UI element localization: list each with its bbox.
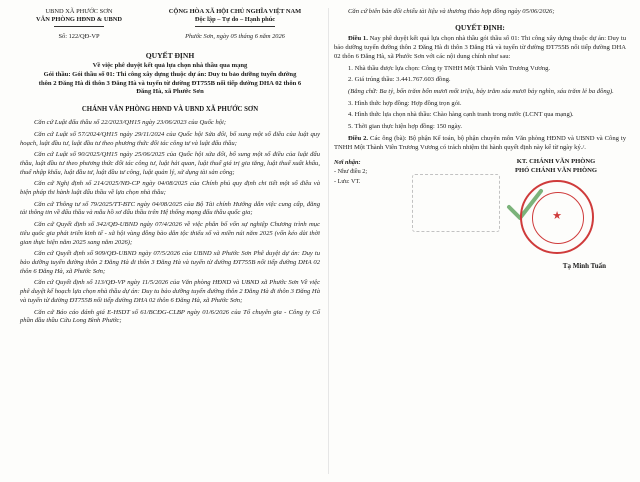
document-header: [20, 8, 320, 27]
basis-8: Căn cứ Quyết định số 113/QĐ-VP ngày 11/5/2026 của Văn phòng HĐND và UBND xã Phước Sơn Về việc phê duyệt kế hoạch lựa chọn nhà thầu dự án: Duy tu bảo dưỡng tuyến đường thôn 2 Đăng Hà đi thôn 3 Đăng Hà và tuyến từ đường ĐT755B nối tiếp đường DHA 02 thôn 6 Đăng Hà, xã Phước Sơn;: [20, 279, 320, 304]
basis-7: Căn cứ Quyết định số 909/QĐ-UBND ngày 07/5/2026 của UBND xã Phước Sơn Phê duyệt dự án: Duy tu bảo dưỡng tuyến đường thôn 2 Đăng Hà đi thôn 3 Đăng Hà và tuyến từ đường ĐT755B nối tiếp đường DHA 02 thôn 6 Đăng Hà, xã Phước Sơn;: [20, 250, 320, 275]
article-1-label: Điều 1.: [348, 35, 368, 43]
right-page: [334, 8, 626, 298]
doc-number: Số: 122/QĐ-VP: [58, 32, 100, 40]
signature-block: [486, 158, 626, 175]
recipient-item: - Như điều 2;: [334, 168, 368, 176]
recipient-item: - Lưu: VT.: [334, 177, 361, 185]
national-motto: Độc lập – Tự do – Hạnh phúc: [194, 16, 276, 24]
basis-2: Căn cứ Luật số 57/2024/QH15 ngày 29/11/2024 của Quốc hội Sửa đổi, bổ sung một số điều của luật quy hoạch, luật đầu tư, luật đầu tư theo phương thức đối tác công tư và luật đấu thầu;: [20, 130, 320, 147]
authority-heading: CHÁNH VĂN PHÒNG HĐND VÀ UBND XÃ PHƯỚC SƠN: [81, 106, 259, 114]
national-motto-block: [150, 8, 320, 27]
article-2-text: Các ông (bà): Bộ phận Kế toán, bộ phận chuyên môn Văn phòng HĐND và UBND và Công ty TNHH Một Thành Viên Trương Vương có trách nhiệm thi hành quyết định này kể từ ngày ký./.: [334, 134, 627, 151]
article-1-item-2: 2. Giá trúng thầu: 3.441.767.603 đồng.: [348, 76, 451, 84]
signature-area: [334, 158, 626, 298]
issuer-underline: [54, 26, 104, 27]
doc-heading: QUYẾT ĐỊNH: [145, 51, 195, 61]
basis-3: Căn cứ Luật số 90/2025/QH15 ngày 25/06/2025 của Quốc hội sửa đổi, bổ sung một số điều của luật đấu thầu, luật đầu tư theo phương thức đối tác công tư, luật hải quan, luật thuế giá trị gia tăng, luật thuế xuất khẩu, thuế nhập khẩu, luật đầu tư, luật đầu tư công, luật quản lý, sử dụng tài sản công;: [20, 151, 320, 176]
doc-package: Gói thầu: Gói thầu số 01: Thi công xây dựng thuộc dự án: Duy tu bảo dưỡng tuyến đường thôn 2 Đăng Hà đi thôn 3 Đăng Hà và tuyến từ đường ĐT755B nối tiếp đường DHA 02 thôn 6 Đăng Hà, xã Phước Sơn: [38, 71, 302, 96]
issuer-block: [20, 8, 138, 27]
recipients-block: [334, 158, 367, 186]
basis-9: Căn cứ Báo cáo đánh giá E-HSDT số 61/BCĐG-CLBP ngày 01/6/2026 của Tổ chuyên gia - Công ty Cổ phần đầu thầu Cửu Long Bình Phước;: [20, 308, 320, 325]
place-date: Phước Sơn, ngày 05 tháng 6 năm 2026: [185, 32, 285, 40]
motto-underline: [195, 26, 275, 27]
basis-4: Căn cứ Nghị định số 214/2025/NĐ-CP ngày 04/08/2025 của Chính phủ quy định chi tiết một số điều và biện pháp thi hành luật đấu thầu về lựa chọn nhà thầu;: [20, 180, 320, 197]
decision-heading: QUYẾT ĐỊNH:: [455, 22, 505, 32]
signature-title-2: PHÓ CHÁNH VĂN PHÒNG: [514, 166, 598, 174]
digital-signature-stamp: [412, 174, 500, 232]
article-2-label: Điều 2.: [348, 134, 369, 142]
page-divider: [328, 8, 329, 474]
basis-1: Căn cứ Luật đấu thầu số 22/2023/QH15 ngày 23/06/2023 của Quốc hội;: [34, 119, 227, 127]
basis-6: Căn cứ Quyết định số 342/QĐ-UBND ngày 07/4/2026 về việc phân bổ vốn sự nghiệp Chương trình mục tiêu quốc gia phát triển kinh tế - xã hội vùng đồng bào dân tộc thiểu số và miền núi năm 2025 (vốn kéo dài thời gian thực hiện năm 2025 sang năm 2026);: [20, 221, 320, 246]
red-seal-icon: [520, 180, 594, 254]
doc-meta: [20, 33, 320, 41]
article-1-item-3: 3. Hình thức hợp đồng: Hợp đồng trọn gói.: [348, 99, 462, 107]
article-1-item-2-words: (Bằng chữ: Ba tỷ, bốn trăm bốn mươi mốt triệu, bảy trăm sáu mươi bảy nghìn, sáu trăm lẻ ba đồng).: [348, 87, 614, 95]
left-page: [20, 8, 320, 326]
article-1-item-1: 1. Nhà thầu được lựa chọn: Công ty TNHH Một Thành Viên Trương Vương.: [348, 64, 551, 72]
issuer-line2: VĂN PHÒNG HĐND & UBND: [36, 16, 122, 24]
recipients-label: Nơi nhận:: [334, 159, 361, 167]
article-1: [334, 35, 626, 61]
signer-name: Tạ Minh Tuấn: [562, 262, 606, 271]
article-1-item-4: 4. Hình thức lựa chọn nhà thầu: Chào hàng cạnh tranh trong nước (LCNT qua mạng).: [348, 111, 574, 119]
signature-title-1: KT. CHÁNH VĂN PHÒNG: [516, 158, 596, 166]
seal-star-icon: ★: [552, 210, 562, 223]
basis-5: Căn cứ Thông tư số 79/2025/TT-BTC ngày 04/08/2025 của Bộ Tài chính Hướng dẫn việc cung cấp, đăng tải thông tin về đấu thầu và mẫu hồ sơ đấu thầu trên Hệ thống mạng đấu thầu quốc gia;: [20, 200, 320, 217]
doc-subject: Về việc phê duyệt kết quả lựa chọn nhà thầu qua mạng: [92, 62, 248, 70]
article-2: [334, 135, 626, 152]
issuer-line1: UBND XÃ PHƯỚC SƠN: [45, 8, 113, 15]
national-title: CỘNG HÒA XÃ HỘI CHỦ NGHĨA VIỆT NAM: [168, 8, 302, 15]
article-1-item-5: 5. Thời gian thực hiện hợp đồng: 150 ngày.: [348, 123, 463, 131]
basis-minutes: Căn cứ biên bản đối chiếu tài liệu và thương thảo hợp đồng ngày 05/06/2026;: [348, 8, 555, 15]
article-1-text: Nay phê duyệt kết quả lựa chọn nhà thầu gói thầu số 01: Thi công xây dựng thuộc dự án: Duy tu bảo dưỡng tuyến đường thôn 2 Đăng Hà đi thôn 3 Đăng Hà và tuyến từ đường ĐT755B nối tiếp đường DHA 02 thôn 6 Đăng Hà, xã Phước Sơn với các nội dung chính như sau:: [334, 35, 627, 60]
